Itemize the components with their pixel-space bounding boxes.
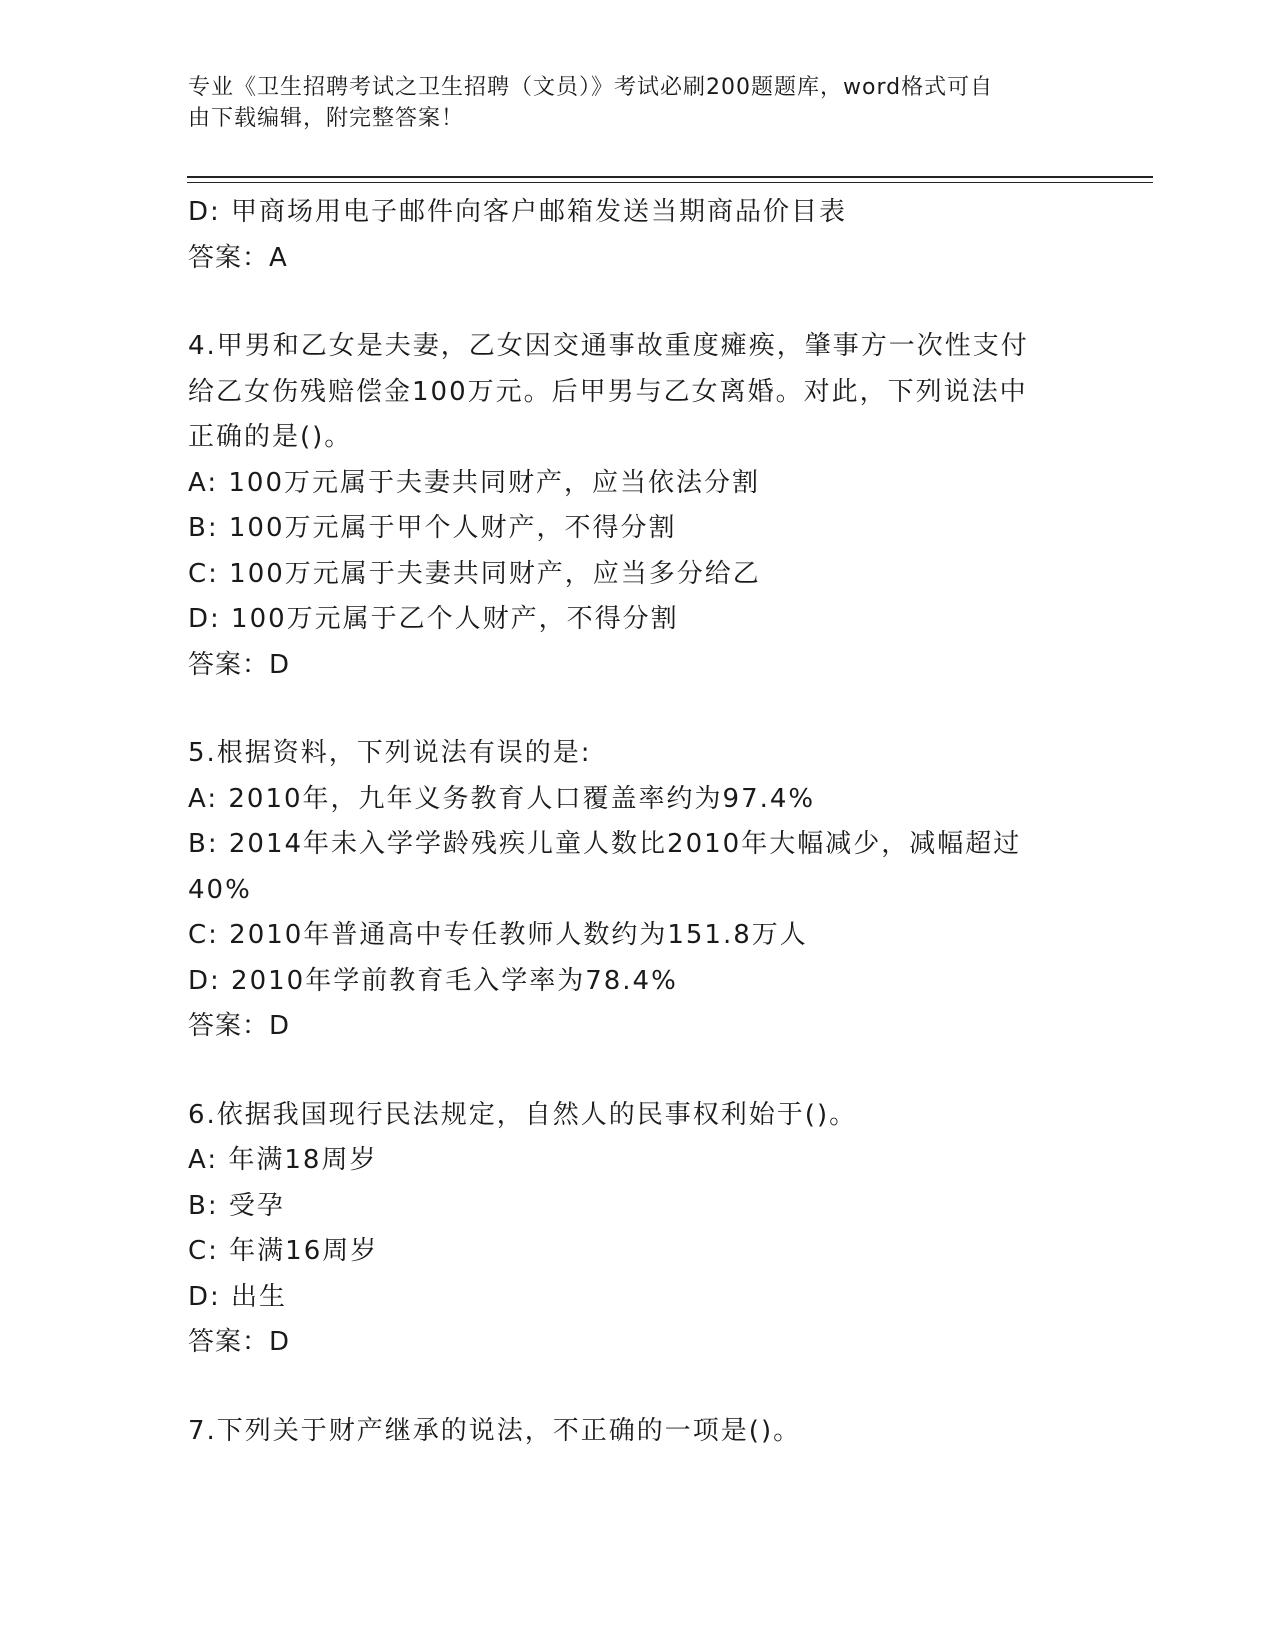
question-6 (188, 1093, 1088, 1366)
option-b: B: 2014年未入学学龄残疾儿童人数比2010年大幅减少，减幅超过 (188, 829, 1022, 859)
spacer (188, 1050, 1088, 1093)
answer: 答案：D (188, 1011, 291, 1041)
header-divider-thick (187, 176, 1153, 178)
answer: 答案：D (188, 649, 291, 680)
spacer (188, 1366, 1088, 1409)
question-stem: 5.根据资料，下列说法有误的是: (188, 738, 592, 768)
question-4 (188, 324, 1088, 688)
option-d: D: 出生 (188, 1281, 288, 1312)
option-a: A: 100万元属于夫妻共同财产，应当依法分割 (188, 467, 760, 498)
header-line-1: 专业《卫生招聘考试之卫生招聘（文员）》考试必刷200题题库，word格式可自 (188, 75, 994, 100)
question-5 (188, 731, 1088, 1050)
document-header (188, 72, 1068, 134)
question-stem-line: 给乙女伤残赔偿金100万元。后甲男与乙女离婚。对此，下列说法中 (188, 376, 1028, 407)
question-list (188, 190, 1088, 1454)
question-stem-line: 4.甲男和乙女是夫妻，乙女因交通事故重度瘫痪，肇事方一次性支付 (188, 331, 1029, 361)
option-c: C: 100万元属于夫妻共同财产，应当多分给乙 (188, 558, 761, 589)
option-a: A: 2010年，九年义务教育人口覆盖率约为97.4% (188, 783, 816, 814)
question-stem: 6.依据我国现行民法规定，自然人的民事权利始于()。 (188, 1099, 858, 1130)
question-3-tail (188, 190, 1088, 281)
option-d: D: 甲商场用电子邮件向客户邮箱发送当期商品价目表 (188, 197, 848, 227)
option-d: D: 100万元属于乙个人财产，不得分割 (188, 604, 679, 634)
spacer (188, 688, 1088, 731)
question-stem: 7.下列关于财产继承的说法，不正确的一项是()。 (188, 1415, 802, 1446)
option-b-continued: 40% (188, 874, 252, 905)
option-b: B: 100万元属于甲个人财产，不得分割 (188, 513, 677, 543)
question-7 (188, 1409, 1088, 1455)
answer: 答案：A (188, 242, 288, 273)
option-c: C: 年满16周岁 (188, 1236, 379, 1266)
option-b: B: 受孕 (188, 1190, 285, 1221)
answer: 答案：D (188, 1327, 291, 1357)
option-a: A: 年满18周岁 (188, 1145, 378, 1175)
option-d: D: 2010年学前教育毛入学率为78.4% (188, 965, 678, 996)
option-c: C: 2010年普通高中专任教师人数约为151.8万人 (188, 920, 808, 950)
header-divider-thin (187, 182, 1153, 183)
spacer (188, 281, 1088, 324)
question-stem-line: 正确的是()。 (188, 422, 353, 452)
header-line-2: 由下载编辑，附完整答案！ (188, 106, 465, 131)
